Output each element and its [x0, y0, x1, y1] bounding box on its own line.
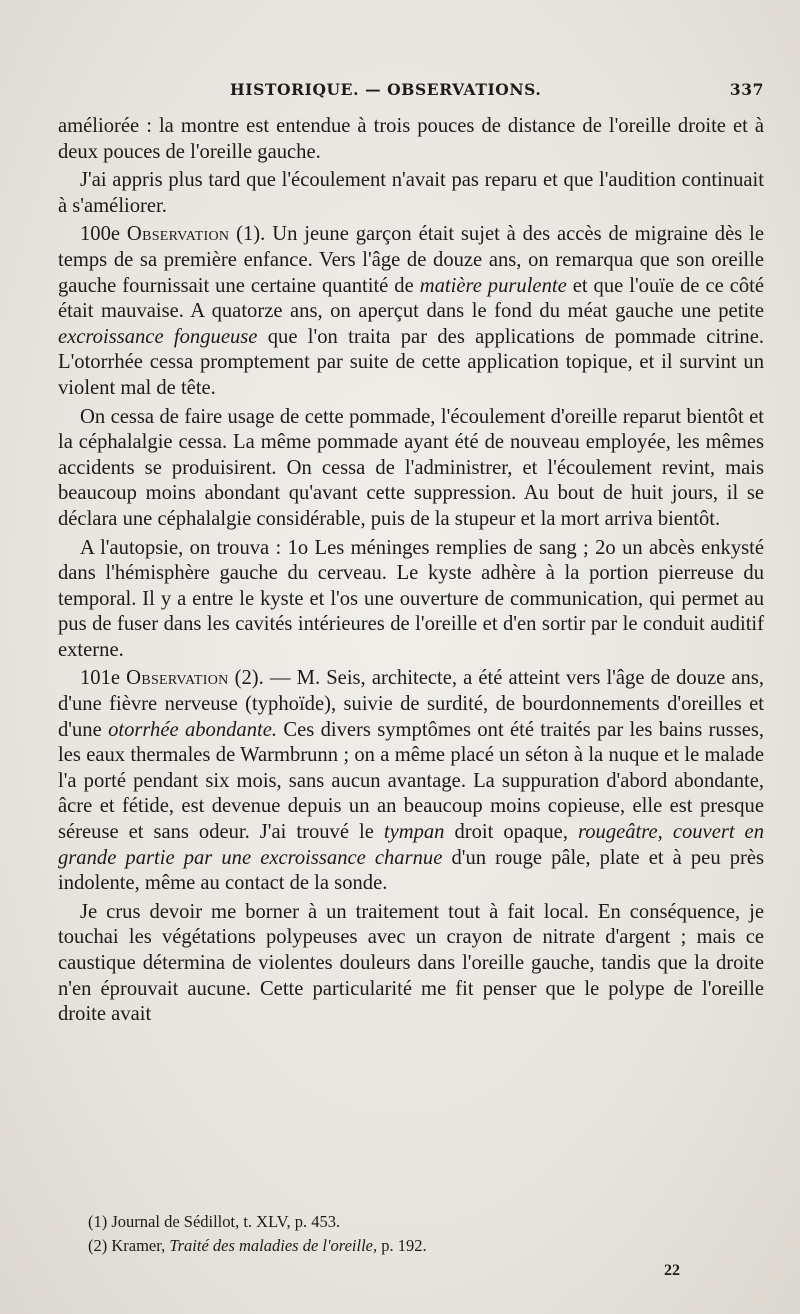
paragraph-7-text: Je crus devoir me borner à un traitement tout à fait local. En conséquence, je touchai les végétations polypeuses avec un crayon de nitrate d'argent ; mais ce caustique détermina de violentes douleurs dans l'oreille gauche, tandis que la droite n'en éprouvait aucune. Cette particularité me fit penser que le polype de l'oreille droite avait — [58, 900, 764, 1026]
observation-text: Un jeune garçon était sujet à des accès de migraine dès le temps de sa première enfance. Vers l'âge de douze ans, on remarqua que son oreille gauche fournissait une certaine quantité de — [58, 223, 764, 297]
paragraph-2-text: J'ai appris plus tard que l'écoulement n'avait pas reparu et que l'audition continuait à s'améliorer. — [58, 169, 764, 217]
footnote-2 — [88, 1234, 768, 1258]
italic-term: otorrhée abondante. — [108, 718, 278, 741]
italic-term: rougeâtre, couvert en grande partie par une excroissance charnue — [58, 821, 764, 869]
footnote-1: (1) Journal de Sédillot, t. XLV, p. 453. — [88, 1212, 341, 1231]
observation-text: et que l'ouïe de ce côté était mauvaise. A quatorze ans, on aperçut dans le fond du méat gauche une petite — [58, 274, 765, 323]
observation-number: 100e — [80, 223, 121, 246]
paragraph-1 — [58, 114, 764, 165]
italic-term: tympan — [383, 821, 445, 844]
paragraph-5-text: A l'autopsie, on trouva : 1o Les méninges remplies de sang ; 2o un abcès enkysté dans l'hémisphère gauche du cerveau. Le kyste adhère à la portion pierreuse du temporal. Il y a entre le kyste et l'os une ouverture de communication, qui permet au pus de fuser dans les cavités intérieures de l'oreille et d'en sortir par le conduit auditif externe. — [58, 536, 764, 661]
observation-text: Ces divers symptômes ont été traités par les bains russes, les eaux thermales de Warmbrunn ; on a même placé un séton à la nuque et le malade l'a porté pendant six mois, sans aucun avantage. La suppuration d'abord abondante, âcre et fétide, est devenue depuis un an beaucoup moins copieuse, elle est presque séreuse et sans odeur. J'ai trouvé le — [58, 718, 765, 844]
observation-number: 101e — [80, 667, 121, 690]
footnote-2-author: (2) Kramer, — [88, 1236, 166, 1255]
paragraph-5 — [58, 536, 764, 664]
observation-100 — [58, 222, 764, 401]
running-title: HISTORIQUE. — OBSERVATIONS. — [230, 80, 542, 99]
italic-term: matière purulente — [419, 274, 567, 297]
observation-label: Observation — [126, 223, 230, 246]
observation-text: — M. Seis, architecte, a été atteint vers l'âge de douze ans, d'une fièvre nerveuse (typhoïde), suivie de surdité, de bourdonnements d'oreilles et d'une — [58, 667, 765, 741]
paragraph-4-text: On cessa de faire usage de cette pommade, l'écoulement d'oreille reparut bientôt et la céphalalgie cessa. La même pommade ayant été de nouveau employée, les mêmes accidents se produisirent. On cessa de l'administrer, et l'écoulement revint, mais beaucoup moins abondant qu'avant cette suppression. Au bout de huit jours, il se déclara une céphalalgie considérable, puis de la stupeur et la mort arriva bientôt. — [58, 405, 764, 530]
observation-text: que l'on traita par des applications de pommade citrine. L'otorrhée cessa promptement par suite de cette application topique, et il survint un violent mal de tête. — [58, 325, 765, 399]
signature-mark: 22 — [664, 1262, 680, 1279]
footnote-2-title: Traité des maladies de l'oreille, — [169, 1236, 378, 1255]
paragraph-2 — [58, 168, 764, 219]
footnote-ref: (2). — [234, 667, 264, 690]
page-body — [58, 114, 764, 1031]
running-header — [58, 76, 770, 102]
observation-101 — [58, 666, 764, 896]
paragraph-7 — [58, 900, 764, 1028]
observation-label: Observation — [126, 667, 229, 690]
paragraph-4 — [58, 405, 764, 533]
observation-text: droit opaque, — [454, 821, 568, 844]
paragraph-1-text: améliorée : la montre est entendue à trois pouces de distance de l'oreille droite et à deux pouces de l'oreille gauche. — [58, 115, 764, 163]
observation-text: d'un rouge pâle, plate et à peu près indolente, même au contact de la sonde. — [58, 846, 765, 895]
footnote-ref: (1). — [236, 223, 266, 246]
italic-term: excroissance fongueuse — [58, 325, 258, 348]
page-number: 337 — [729, 80, 764, 99]
footnote-2-page: p. 192. — [381, 1236, 427, 1255]
footnotes — [88, 1210, 768, 1258]
